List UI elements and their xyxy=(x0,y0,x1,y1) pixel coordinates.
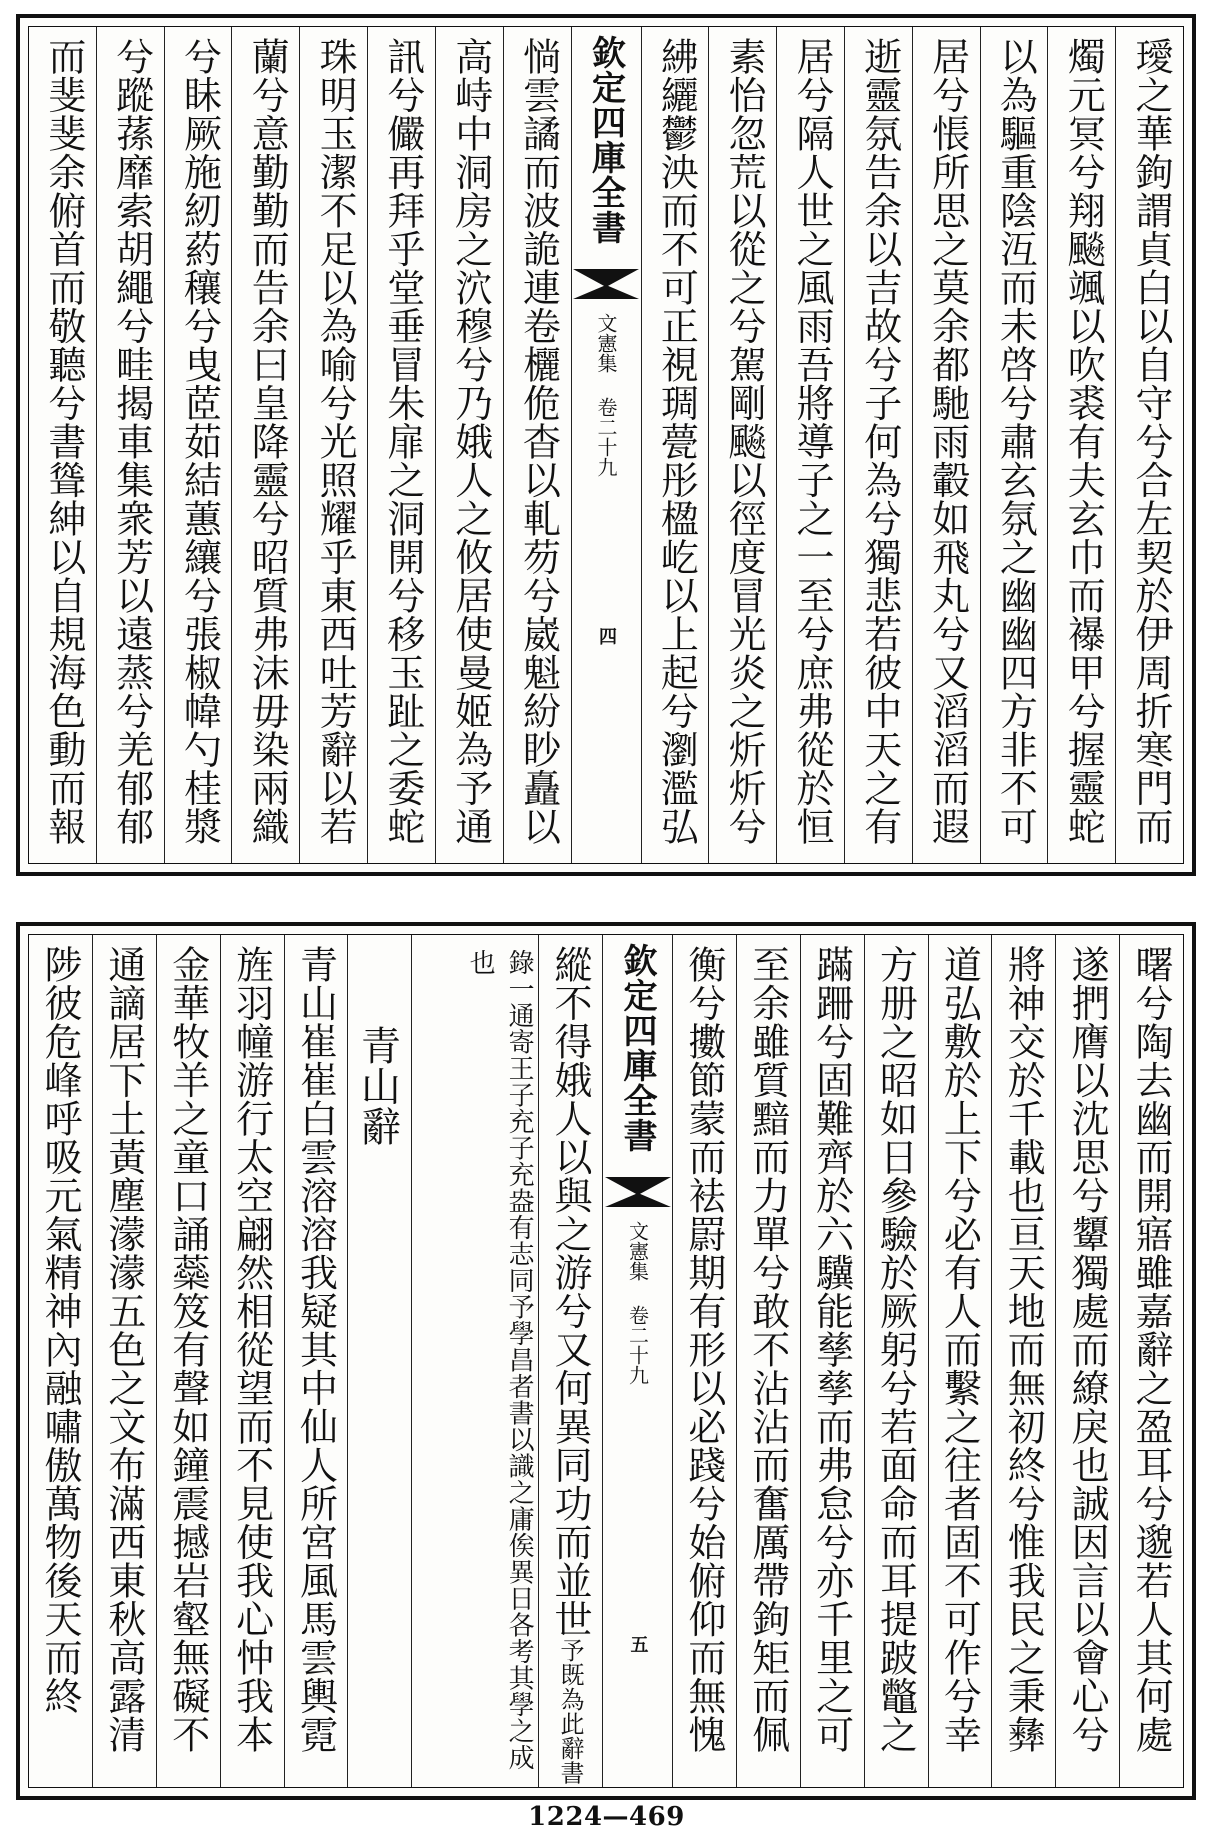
text-column: 兮眛厥施紉葯穰兮曳茝茹結蕙纕兮張椒幃勺桂漿 xyxy=(164,27,232,863)
footer-page-number: 1224—469 xyxy=(528,1802,685,1832)
text-column: 紼纚鬱泱而不可正視琱甍彤楹屹以上起兮瀏濫弘 xyxy=(641,27,709,863)
leaf-number: 四 xyxy=(596,627,617,645)
text-column: 金華牧羊之童口誦蘂笈有聲如鐘震撼岩壑無礙不 xyxy=(156,935,220,1787)
text-column: 陟彼危峰呼吸元氣精神內融嘯傲萬物後天而終 xyxy=(37,945,82,1715)
poem-end-column xyxy=(538,935,602,1787)
text-column: 至余雖質黯而力單兮敢不沾沾而奮厲帶鉤矩而佩 xyxy=(736,935,800,1787)
text-column: 方册之昭如日參驗於厥躬兮若面命而耳提跛鼈之 xyxy=(864,935,928,1787)
center-fold xyxy=(602,935,672,1787)
volume-label: 文憲集 卷二十九 xyxy=(625,1221,650,1385)
text-column: 道弘敷於上下兮必有人而繫之往者固不可作兮幸 xyxy=(928,935,992,1787)
text-column: 曙兮陶去幽而開寤雖嘉辭之盈耳兮邈若人其何處 xyxy=(1119,935,1183,1787)
fishtail-mark xyxy=(573,285,639,299)
poem-heading: 青山辭 xyxy=(347,935,411,1787)
text-column: 居兮隔人世之風雨吾將導子之一至兮庶弗從於恒 xyxy=(776,27,844,863)
poem-end-text: 縱不得娥人以與之游兮又何異同功而並世 xyxy=(548,945,592,1638)
leaf-number: 五 xyxy=(627,1635,649,1653)
text-column: 旌羽幢游行太空翩然相從望而不見使我心忡我本 xyxy=(220,935,284,1787)
fishtail-mark xyxy=(605,1193,671,1207)
text-column: 遂捫膺以沈思兮顰獨處而繚戾也誠因言以會心兮 xyxy=(1055,935,1119,1787)
poem-end-note: 予既為此辭書 xyxy=(556,1638,584,1785)
top-page-frame xyxy=(28,26,1184,864)
bottom-page-frame xyxy=(28,934,1184,1788)
text-column: 將神交於千載也亘天地而無初終兮惟我民之秉彝 xyxy=(991,935,1055,1787)
text-column: 惝雲譎而波詭連卷欐佹杳以軋芴兮崴魁紛眇矗以 xyxy=(503,27,571,863)
text-column: 璦之華鉤謂貞白以自守兮合左契於伊周折寒門而 xyxy=(1115,27,1183,863)
top-page xyxy=(16,14,1196,876)
text-column: 高峙中洞房之泬穆兮乃娥人之攸居使曼姬為予通 xyxy=(435,27,503,863)
text-column: 以為驅重陰沍而未啓兮肅玄氛之幽幽四方非不可 xyxy=(980,27,1048,863)
text-column: 兮蹤蓀靡索胡繩兮畦揭車集衆芳以遠蒸兮羌郁郁 xyxy=(96,27,164,863)
text-column: 青山崔崔白雲溶溶我疑其中仙人所宮風馬雲輿霓 xyxy=(284,935,348,1787)
bottom-page xyxy=(16,922,1196,1800)
center-fold xyxy=(571,27,641,863)
text-column: 燭元冥兮翔飈颯以吹裘有夫玄巾而襮甲兮握靈蛇 xyxy=(1047,27,1115,863)
text-column: 素怡忽荒以從之兮駕剛飈以徑度冒光炎之炘炘兮 xyxy=(708,27,776,863)
text-column: 而斐斐余俯首而敬聽兮書聳紳以自規海色動而報 xyxy=(41,37,86,846)
volume-label: 文憲集 卷二十九 xyxy=(594,313,618,477)
text-column: 通謫居下土黃塵濛濛五色之文布滿西東秋高露清 xyxy=(92,935,156,1787)
text-column: 訊兮儼再拜乎堂垂冒朱扉之洞開兮移玉趾之委蛇 xyxy=(367,27,435,863)
text-column: 逝靈氛告余以吉故兮子何為兮獨悲若彼中天之有 xyxy=(844,27,912,863)
series-title: 欽定四庫全書 xyxy=(617,943,657,1153)
text-column: 珠明玉潔不足以為喻兮光照耀乎東西吐芳辭以若 xyxy=(299,27,367,863)
intro-note: 錄一通寄王子充子充盎有志同予學昌者書以識之庸俟異日各考其學之成也 xyxy=(411,935,538,1787)
text-column: 居兮悵所思之莫余都馳雨轂如飛丸兮又滔滔而遐 xyxy=(912,27,980,863)
series-title: 欽定四庫全書 xyxy=(585,35,626,245)
text-column: 蘭兮意勤勤而告余曰皇降靈兮昭質弗沫毋染兩織 xyxy=(231,27,299,863)
text-column: 衡兮擻節蒙而袪罻期有形以必踐兮始俯仰而無愧 xyxy=(672,935,736,1787)
text-column: 蹣跚兮固難齊於六驥能孳孳而弗怠兮亦千里之可 xyxy=(800,935,864,1787)
